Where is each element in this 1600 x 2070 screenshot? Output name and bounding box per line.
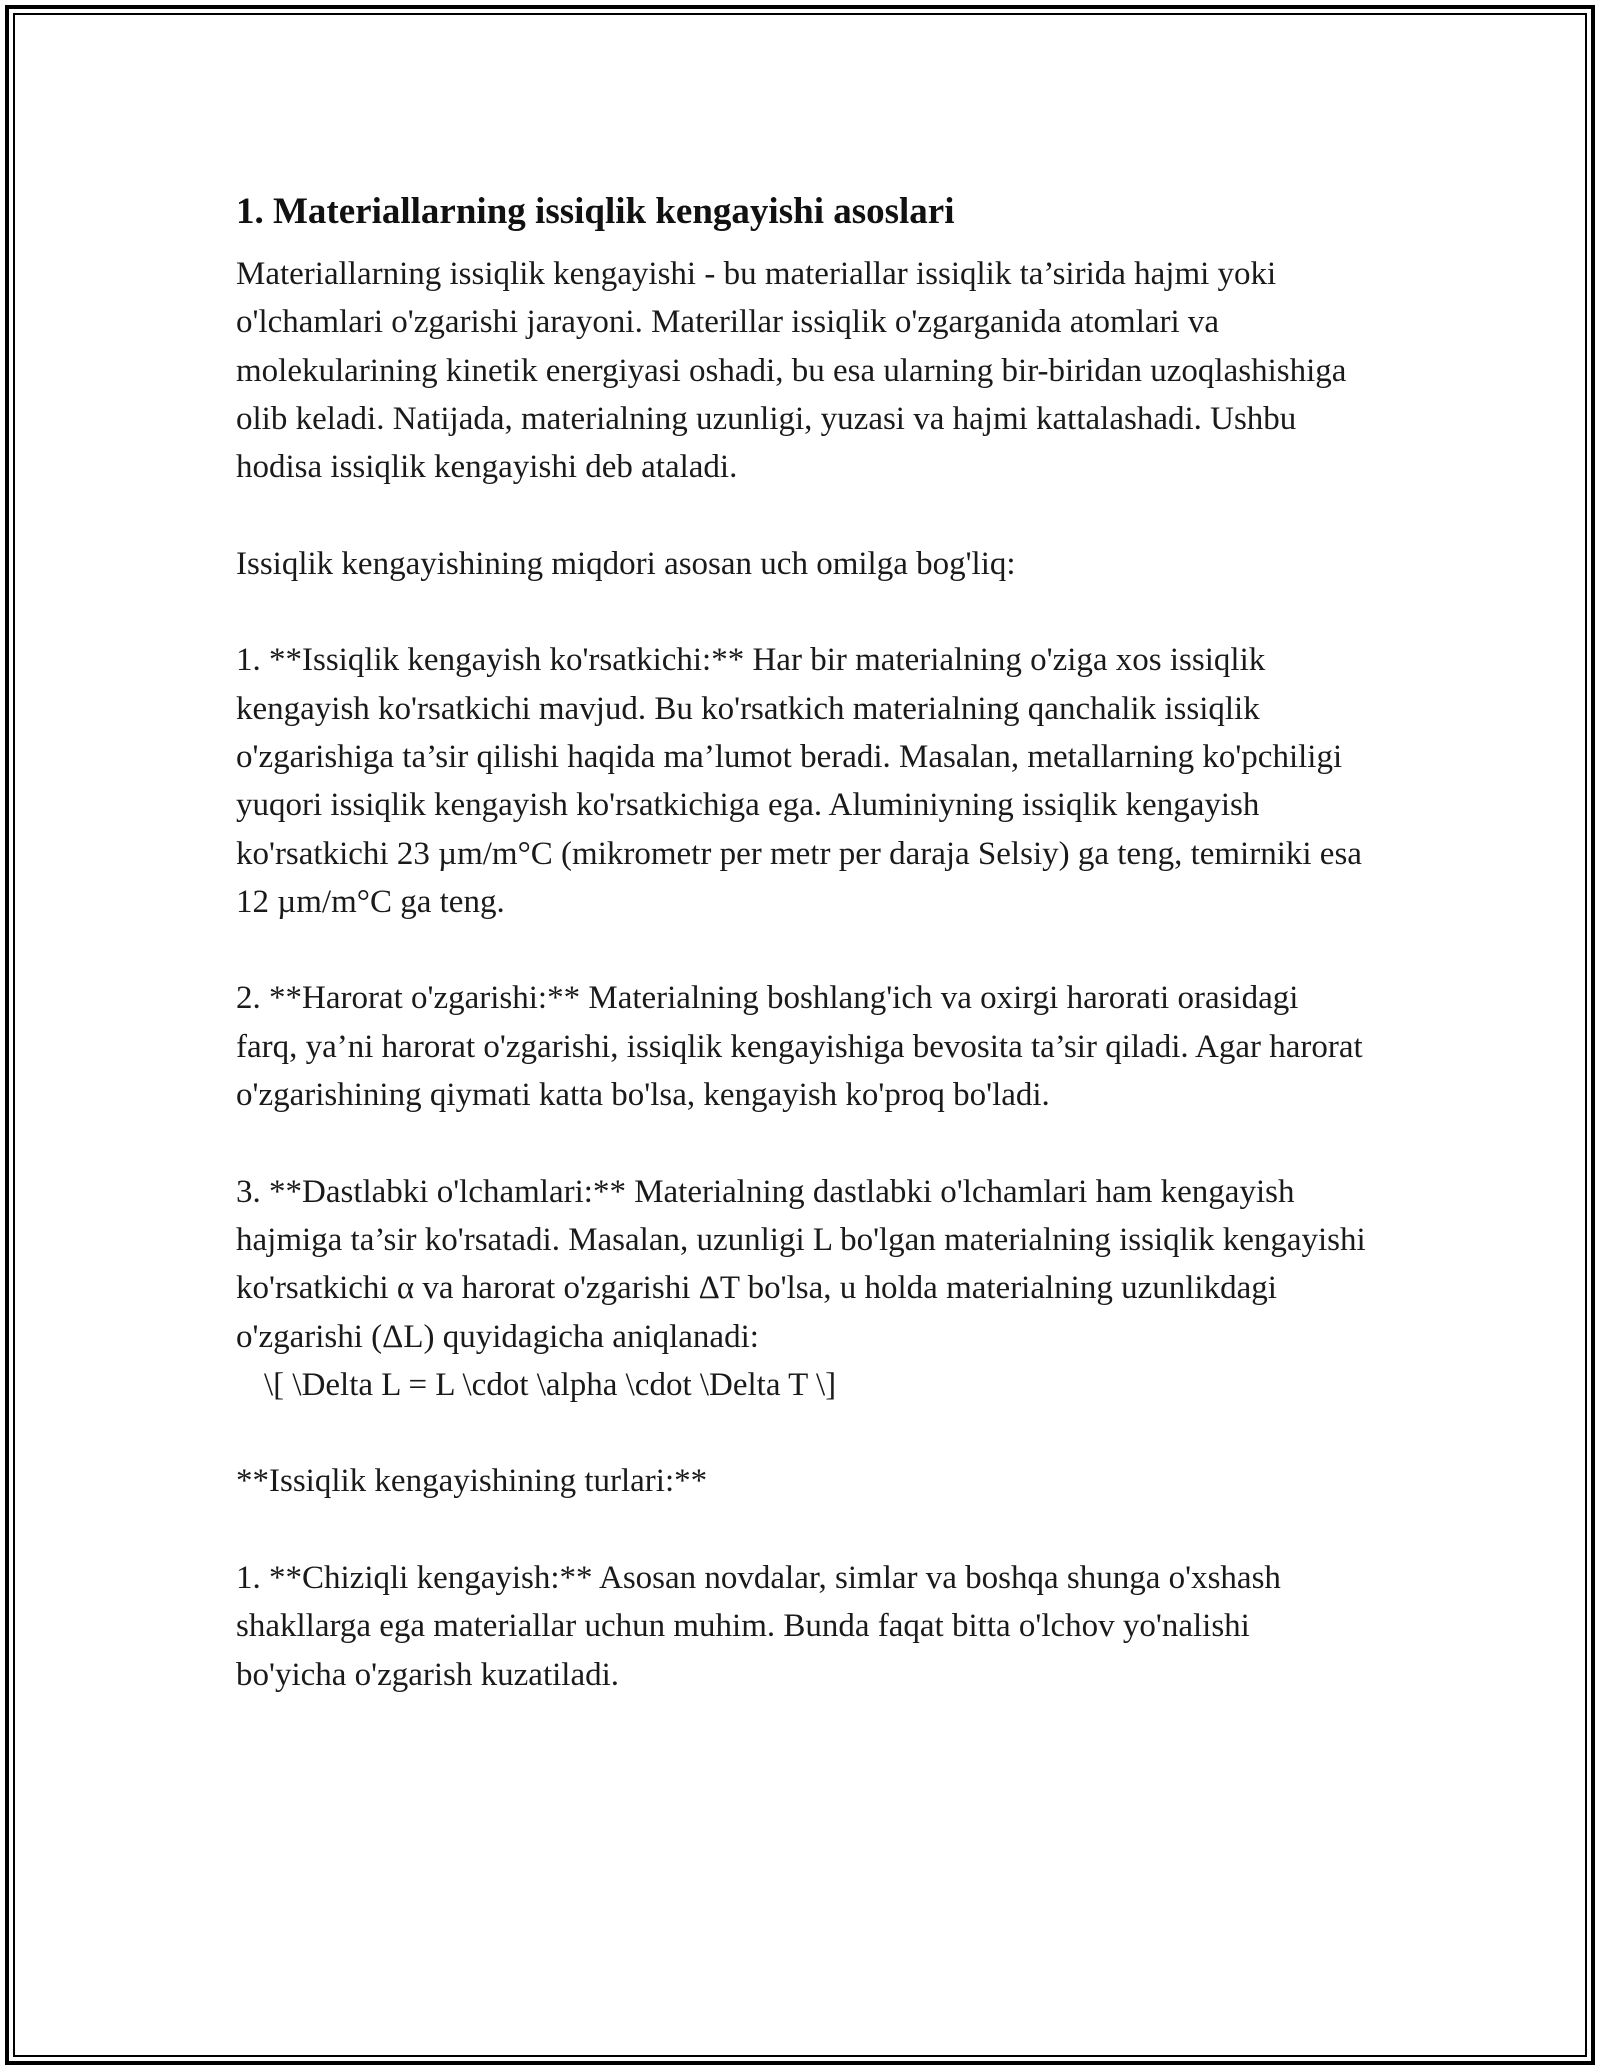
document-body (236, 186, 1366, 1699)
section-heading: 1. Materiallarning issiqlik kengayishi asoslari (236, 191, 955, 232)
factor-3-paragraph: 3. **Dastlabki o'lchamlari:** Materialning dastlabki o'lchamlari ham kengayish hajmiga ta’sir ko'rsatadi. Masalan, uzunligi L bo'lgan materialning issiqlik kengayishi ko'rsatkichi α va harorat o'zgarishi ΔT bo'lsa, u holda materialning uzunlikdagi o'zgarishi (ΔL) quyidagicha aniqlanadi: (236, 1173, 1366, 1355)
factor-3-block (236, 1168, 1366, 1409)
type-1-paragraph: 1. **Chiziqli kengayish:** Asosan novdalar, simlar va boshqa shunga o'xshash shakllarga ega materiallar uchun muhim. Bunda faqat bitta o'lchov yo'nalishi bo'yicha o'zgarish kuzatiladi. (236, 1560, 1281, 1693)
factor-1-paragraph: 1. **Issiqlik kengayish ko'rsatkichi:** Har bir materialning o'ziga xos issiqlik kengayish ko'rsatkichi mavjud. Bu ko'rsatkich materialning qanchalik issiqlik o'zgarishiga ta’sir qilishi haqida ma’lumot beradi. Masalan, metallarning ko'pchiligi yuqori issiqlik kengayish ko'rsatkichiga ega. Aluminiyning issiqlik kengayish ko'rsatkichi 23 µm/m°C (mikrometr per metr per daraja Selsiy) ga teng, temirniki esa 12 µm/m°C ga teng. (236, 642, 1362, 920)
factor-2-paragraph: 2. **Harorat o'zgarishi:** Materialning boshlang'ich va oxirgi harorati orasidagi farq, ya’ni harorat o'zgarishi, issiqlik kengayishiga bevosita ta’sir qiladi. Agar harorat o'zgarishining qiymati katta bo'lsa, kengayish ko'proq bo'ladi. (236, 980, 1363, 1114)
factors-intro-paragraph: Issiqlik kengayishining miqdori asosan uch omilga bog'liq: (236, 545, 1016, 582)
formula-line: \[ \Delta L = L \cdot \alpha \cdot \Delta T \] (264, 1366, 837, 1403)
types-heading-paragraph: **Issiqlik kengayishining turlari:** (236, 1463, 708, 1500)
intro-paragraph: Materiallarning issiqlik kengayishi - bu materiallar issiqlik ta’sirida hajmi yoki o'lchamlari o'zgarishi jarayoni. Materillar issiqlik o'zgarganida atomlari va molekularining kinetik energiyasi oshadi, bu esa ularning bir-biridan uzoqlashishiga olib keladi. Natijada, materialning uzunligi, yuzasi va hajmi kattalashadi. Ushbu hodisa issiqlik kengayishi deb ataladi. (236, 256, 1347, 486)
